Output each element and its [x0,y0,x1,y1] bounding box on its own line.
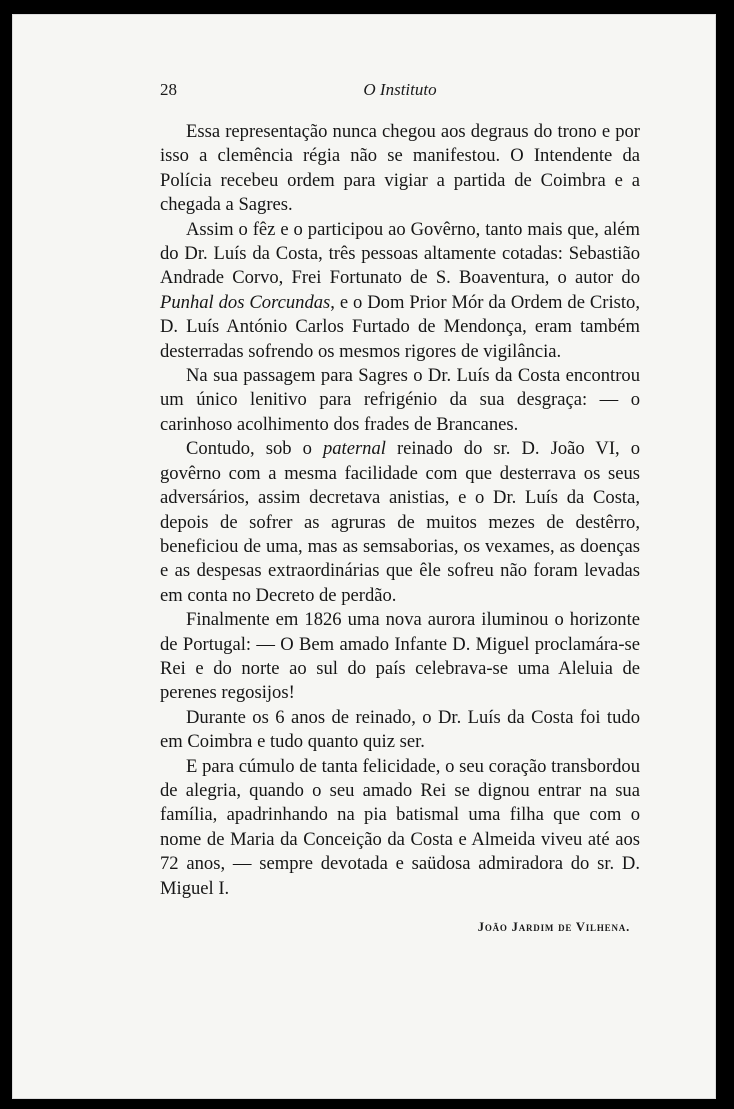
paragraph-text: reinado do sr. D. João VI, o govêrno com a mesma facilidade com que desterrava os seus adversários, assim decretava anistias, e o Dr. Luís da Costa, depois de sofrer as agruras de muitos mezes de destêrro, beneficiou de uma, mas as semsaborias, os vexames, as doenças e as despesas extraordinárias que êle sofreu não foram levadas em conta no Decreto de perdão. [160,438,640,606]
document-page [12,14,716,1099]
page-header [160,80,640,104]
paragraph-text: Finalmente em 1826 uma nova aurora iluminou o horizonte de Portugal: — O Bem amado Infante D. Miguel proclamára-se Rei e do norte ao sul do país celebrava-se uma Aleluia de perenes regosijos! [160,609,640,704]
paragraph [160,608,640,706]
author-signature: João Jardim de Vilhena. [477,920,630,934]
paragraph [160,218,640,364]
paragraph [160,364,640,437]
paragraph-text: Contudo, sob o [186,438,323,460]
italic-text: Punhal dos Corcundas [160,291,331,313]
paragraph-text: E para cúmulo de tanta felicidade, o seu coração transbordou de alegria, quando o seu amado Rei se dignou entrar na sua família, apadrinhando na pia batismal uma filha que com o nome de Maria da Conceição da Costa e Almeida viveu até aos 72 anos, — sempre devotada e saüdosa admiradora do sr. D. Miguel I. [160,755,640,899]
page-number: 28 [160,80,177,99]
paragraph-text: Durante os 6 anos de reinado, o Dr. Luís da Costa foi tudo em Coimbra e tudo quanto quiz ser. [160,706,640,753]
italic-text: paternal [322,438,386,460]
paragraph [160,437,640,608]
running-title: O Instituto [363,80,437,99]
body-text [160,120,640,901]
paragraph [160,755,640,901]
paragraph-text: Na sua passagem para Sagres o Dr. Luís da Costa encontrou um único lenitivo para refrigénio da sua desgraça: — o carinhoso acolhimento dos frades de Brancanes. [160,365,640,435]
paragraph-text: Assim o fêz e o participou ao Govêrno, tanto mais que, além do Dr. Luís da Costa, três pessoas altamente cotadas: Sebastião Andrade Corvo, Frei Fortunato de S. Boaventura, o autor do [160,218,640,289]
paragraph [160,120,640,218]
paragraph-text: Essa representação nunca chegou aos degraus do trono e por isso a clemência régia não se manifestou. O Intendente da Polícia recebeu ordem para vigiar a partida de Coimbra e a chegada a Sagres. [160,121,640,216]
paragraph [160,706,640,755]
paragraph-text: , e o Dom Prior Mór da Ordem de Cristo, D. Luís António Carlos Furtado de Mendonça, eram também desterradas sofrendo os mesmos rigores de vigilância. [160,291,640,362]
